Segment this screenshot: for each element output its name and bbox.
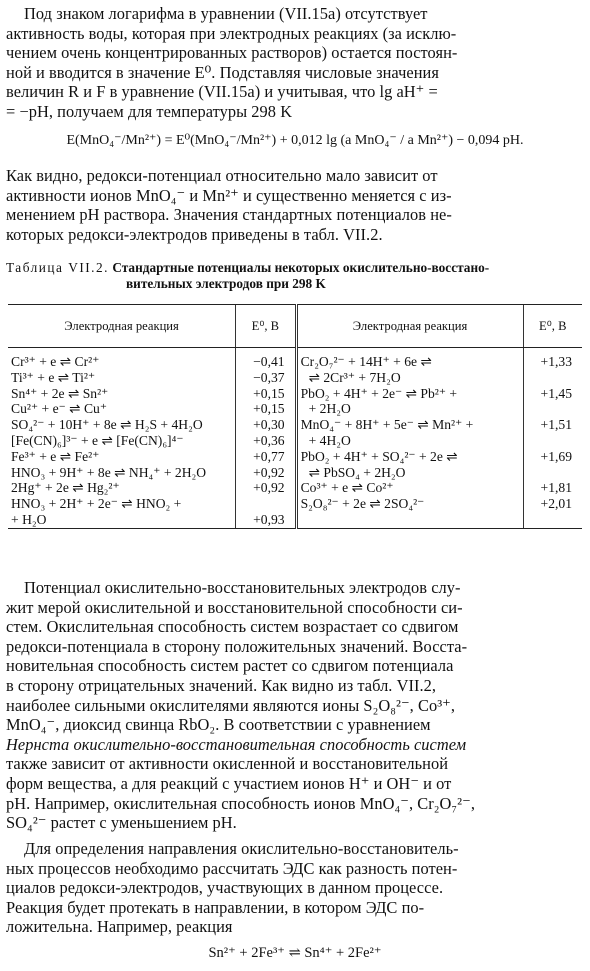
right-reaction-column bbox=[296, 348, 523, 529]
potential-value: +1,33 bbox=[540, 354, 572, 369]
text-line: = −pH, получаем для температуры 298 K bbox=[6, 101, 293, 121]
text-line: MnO₄⁻, диоксид свинца RbO₂. В соответствии с уравнением bbox=[6, 715, 431, 735]
potential-value: +0,15 bbox=[253, 401, 285, 417]
text-line: активности ионов MnO₄⁻ и Mn²⁺ и существенно меняется с из- bbox=[6, 185, 452, 205]
text-line: Как видно, редокси-потенциал относительно мало зависит от bbox=[6, 166, 438, 185]
intro-paragraph bbox=[6, 4, 584, 122]
potential-value: +0,92 bbox=[253, 464, 285, 480]
text-line: редокси-потенциала в сторону положительных значений. Восста- bbox=[6, 636, 468, 656]
text-line: Под знаком логарифма в уравнении (VII.15а) отсутствует bbox=[24, 4, 428, 23]
text-line: pH. Например, окислительная способность ионов MnO₄⁻, Cr₂O₇²⁻, bbox=[6, 793, 475, 813]
text-line: стем. Окислительная способность систем возрастает со сдвигом bbox=[6, 617, 459, 637]
text-line: активность воды, которая при электродных реакциях (за исклю- bbox=[6, 23, 457, 43]
right-potential-column bbox=[523, 348, 582, 529]
table-body-row bbox=[8, 348, 582, 529]
left-potential-column bbox=[236, 348, 296, 529]
reaction: HNO₃ + 2H⁺ + 2e⁻ ⇌ HNO₂ + bbox=[11, 496, 182, 512]
potential-value: +0,36 bbox=[253, 432, 285, 448]
text-line: которых редокси-электродов приведены в табл. VII.2. bbox=[6, 224, 383, 244]
reaction: MnO₄⁻ + 8H⁺ + 5e⁻ ⇌ Mn²⁺ + bbox=[300, 417, 474, 433]
potential-value: +0,92 bbox=[253, 480, 285, 496]
text-line: Реакция будет протекать в направлении, в котором ЭДС по- bbox=[6, 897, 425, 917]
reaction: Ti³⁺ + e ⇌ Ti²⁺ bbox=[11, 369, 96, 385]
table-header-row bbox=[8, 305, 582, 348]
reaction: PbO₂ + 4H⁺ + SO₄²⁻ + 2e ⇌ bbox=[300, 448, 458, 464]
text-line: SO₄²⁻ растет с уменьшением pH. bbox=[6, 813, 237, 833]
reaction: PbO₂ + 4H⁺ + 2e⁻ ⇌ Pb²⁺ + bbox=[300, 385, 458, 401]
reaction: Co³⁺ + e ⇌ Co²⁺ bbox=[300, 480, 394, 496]
table-title: Стандартные потенциалы некоторых окислительно-восстано- bbox=[112, 260, 490, 275]
reaction: HNO₃ + 9H⁺ + 8e ⇌ NH₄⁺ + 2H₂O bbox=[11, 464, 207, 480]
potential-value: +0,93 bbox=[253, 511, 285, 527]
text-line: циалов редокси-электродов, участвующих в данном процессе. bbox=[6, 878, 444, 898]
text-line: в сторону отрицательных значений. Как видно из табл. VII.2, bbox=[6, 675, 437, 695]
reaction: Cr₂O₇²⁻ + 14H⁺ + 6e ⇌ bbox=[300, 354, 432, 369]
text-line: ложительна. Например, реакция bbox=[6, 917, 233, 937]
text-line: ных процессов необходимо рассчитать ЭДС как разность потен- bbox=[6, 858, 458, 878]
text-line: Для определения направления окислительно-восстановитель- bbox=[24, 839, 459, 858]
text-line: ной и вводится в значение E⁰. Подставляя числовые значения bbox=[6, 62, 439, 82]
text-line: форм вещества, а для реакций с участием ионов H⁺ и OH⁻ и от bbox=[6, 773, 452, 793]
text-line: величин R и F в уравнение (VII.15а) и учитывая, что lg aH⁺ = bbox=[6, 82, 438, 102]
potential-value bbox=[527, 433, 572, 449]
equation-reaction: Sn²⁺ + 2Fe³⁺ ⇌ Sn⁴⁺ + 2Fe²⁺ bbox=[208, 945, 382, 961]
reaction: Sn⁴⁺ + 2e ⇌ Sn²⁺ bbox=[11, 385, 109, 401]
text-line: жит мерой окислительной и восстановительной способности си- bbox=[6, 597, 463, 617]
reaction: [Fe(CN)₆]³⁻ + e ⇌ [Fe(CN)₆]⁴⁻ bbox=[11, 432, 184, 448]
text-line: чением очень концентрированных растворов) остается постоян- bbox=[6, 43, 458, 63]
paragraph-emf-direction bbox=[6, 839, 584, 937]
potential-value: +1,45 bbox=[540, 385, 572, 401]
paragraph-oxidizing-ability bbox=[6, 578, 584, 833]
potential-value bbox=[527, 370, 572, 386]
reaction: Cr³⁺ + e ⇌ Cr²⁺ bbox=[11, 354, 100, 369]
text-line: Нернста окислительно-восстановительная способность систем bbox=[6, 734, 467, 754]
reaction: + 4H₂O bbox=[308, 432, 351, 448]
left-reaction-column bbox=[8, 348, 236, 529]
header-potential: E⁰, B bbox=[523, 305, 582, 348]
reaction: SO₄²⁻ + 10H⁺ + 8e ⇌ H₂S + 4H₂O bbox=[11, 417, 203, 433]
equation-redox-potential: E(MnO₄⁻/Mn²⁺) = E⁰(MnO₄⁻/Mn²⁺) + 0,012 lg (a MnO₄⁻ / a Mn²⁺) − 0,094 pH. bbox=[66, 133, 524, 148]
potential-value bbox=[527, 401, 572, 417]
header-reaction: Электродная реакция bbox=[296, 305, 523, 348]
potential-value: +0,77 bbox=[253, 448, 285, 464]
potential-value: −0,41 bbox=[253, 354, 285, 369]
potential-value: +1,81 bbox=[540, 480, 572, 496]
table-caption bbox=[6, 260, 586, 292]
reaction: ⇌ 2Cr³⁺ + 7H₂O bbox=[308, 369, 401, 385]
potential-value: −0,37 bbox=[253, 369, 285, 385]
table-title-cont: вительных электродов при 298 K bbox=[126, 276, 326, 291]
potential-value bbox=[239, 496, 284, 512]
potential-value: +0,15 bbox=[253, 385, 285, 401]
reaction: Fe³⁺ + e ⇌ Fe²⁺ bbox=[11, 448, 100, 464]
header-reaction: Электродная реакция bbox=[8, 305, 236, 348]
text-line: наиболее сильными окислителями являются ионы S₂O₈²⁻, Co³⁺, bbox=[6, 695, 456, 715]
reaction: + H₂O bbox=[11, 511, 47, 527]
text-line: Потенциал окислительно-восстановительных электродов слу- bbox=[24, 578, 461, 597]
header-potential: E⁰, B bbox=[236, 305, 296, 348]
text-line: менением pH раствора. Значения стандартных потенциалов не- bbox=[6, 205, 452, 225]
standard-potentials-table bbox=[8, 304, 582, 529]
table-label: Таблица VII.2. bbox=[6, 260, 109, 275]
reaction: 2Hg⁺ + 2e ⇌ Hg₂²⁺ bbox=[11, 480, 120, 496]
paragraph-potential-dependence bbox=[6, 166, 584, 244]
potential-value: +0,30 bbox=[253, 417, 285, 433]
reaction: Cu²⁺ + e⁻ ⇌ Cu⁺ bbox=[11, 401, 108, 417]
potential-value bbox=[527, 465, 572, 481]
reaction: + 2H₂O bbox=[308, 401, 351, 417]
reaction: S₂O₈²⁻ + 2e ⇌ 2SO₄²⁻ bbox=[300, 496, 425, 512]
potential-value: +1,69 bbox=[540, 448, 572, 464]
potential-value: +1,51 bbox=[540, 417, 572, 433]
reaction: ⇌ PbSO₄ + 2H₂O bbox=[308, 464, 406, 480]
text-line: также зависит от активности окисленной и восстановительной bbox=[6, 754, 449, 774]
text-line: новительная способность систем растет со сдвигом потенциала bbox=[6, 656, 454, 676]
potential-value: +2,01 bbox=[540, 496, 572, 512]
